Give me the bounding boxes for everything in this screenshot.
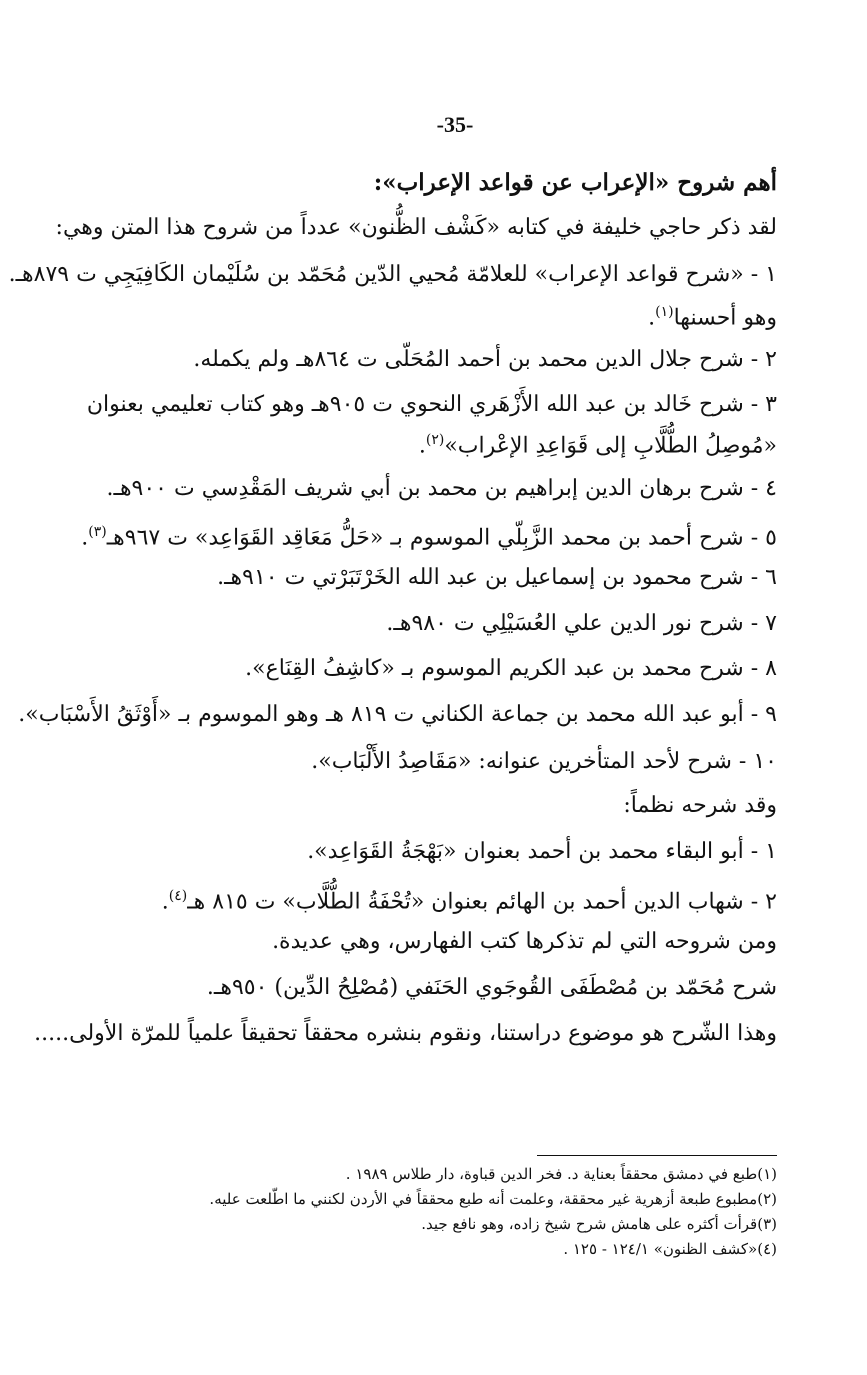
list-item-1-line-1: ١ - «شرح قواعد الإعراب» للعلامّة مُحيي الدّين مُحَمّد بن سُلَيْمان الكَافِيَجِي ت ٨٧٩هـ. [8,262,777,287]
list-item-10: ١٠ - شرح لأحد المتأخرين عنوانه: «مَقَاصِدُ الأَلْبَاب». [311,749,777,774]
list-item-8: ٨ - شرح محمد بن عبد الكريم الموسوم بـ «كاشِفُ القِنَاع». [245,656,777,681]
footnote-ref-4: (٤) [168,888,188,904]
list-item-7: ٧ - شرح نور الدين علي العُسَيْلِي ت ٩٨٠هـ. [386,611,777,636]
list-item-2: ٢ - شرح جلال الدين محمد بن أحمد المُحَلّى ت ٨٦٤هـ ولم يكمله. [193,347,777,372]
other-commentaries-intro: ومن شروحه التي لم تذكرها كتب الفهارس، وهي عديدة. [272,929,777,954]
footnote-4: (٤)«كشف الظنون» ١٢٤/١ - ١٢٥ . [563,1240,777,1258]
list-item-3-line-1: ٣ - شرح خَالد بن عبد الله الأَزْهَري النحوي ت ٩٠٥هـ وهو كتاب تعليمي بعنوان [86,392,777,417]
list-item-5-text: ٥ - شرح أحمد بن محمد الزَّبِلّي الموسوم بـ «حَلُّ مَعَاقِد القَوَاعِد» ت ٩٦٧هـ [106,525,777,551]
footnote-ref-3: (٣) [88,524,107,540]
list-item-3-end: . [418,433,426,459]
list-item-5 [81,512,777,558]
list-item-1-text: وهو أحسنها [673,305,777,331]
footnote-2: (٢)مطبوع طبعة أزهرية غير محققة، وعلمت أنه طبع محققاً في الأردن لكنني ما اطّلعت عليه. [209,1190,777,1208]
footnote-divider [537,1155,777,1156]
verse-item-2-end: . [161,889,169,915]
footnote-ref-1: (١) [655,304,674,320]
verse-item-2 [127,876,777,922]
footnote-1: (١)طبع في دمشق محققاً بعناية د. فخر الدين قباوة، دار طلاس ١٩٨٩ . [345,1165,777,1183]
closing-paragraph: وهذا الشّرح هو موضوع دراستنا، ونقوم بنشره محققاً تحقيقاً علمياً للمرّة الأولى..... [34,1021,777,1046]
list-item-4: ٤ - شرح برهان الدين إبراهيم بن محمد بن أبي شريف المَقْدِسي ت ٩٠٠هـ. [106,476,777,501]
verse-intro: وقد شرحه نظماً: [623,793,777,818]
page-number: -35- [436,112,474,137]
list-item-3-title: «مُوصِلُ الطُّلَّابِ إلى قَوَاعِدِ الإعْراب» [444,433,777,459]
intro-paragraph: لقد ذكر حاجي خليفة في كتابه «كَشْف الظُّنون» عدداً من شروح هذا المتن وهي: [55,215,777,240]
footnote-3: (٣)قرأت أكثره على هامش شرح شيخ زاده، وهو نافع جيد. [421,1215,777,1233]
list-item-6: ٦ - شرح محمود بن إسماعيل بن عبد الله الخَرْتَبَرْتي ت ٩١٠هـ. [217,565,777,590]
section-heading: أهم شروح «الإعراب عن قواعد الإعراب»: [373,169,777,196]
verse-item-1: ١ - أبو البقاء محمد بن أحمد بعنوان «بَهْجَةُ القَوَاعِد». [307,839,777,864]
list-item-1-line-2 [87,292,777,338]
list-item-1-end: . [648,305,656,331]
verse-item-2-text: ٢ - شهاب الدين أحمد بن الهائم بعنوان «تُحْفَةُ الطُّلَّاب» ت ٨١٥ هـ [187,889,777,915]
other-commentary-1: شرح مُحَمّد بن مُصْطَفَى القُوجَوي الحَنَفي (مُصْلِحُ الدِّين) ٩٥٠هـ. [206,975,777,1000]
list-item-3-line-2 [87,420,777,466]
footnote-ref-2: (٢) [425,432,445,448]
list-item-9: ٩ - أبو عبد الله محمد بن جماعة الكناني ت ٨١٩ هـ وهو الموسوم بـ «أَوْثَقُ الأَسْبَاب». [18,702,777,727]
list-item-5-end: . [81,525,89,551]
